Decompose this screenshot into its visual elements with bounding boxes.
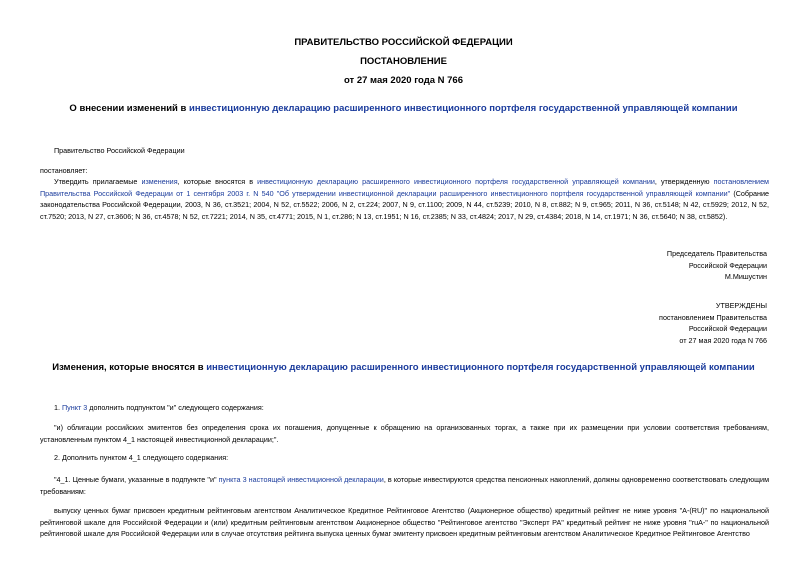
government-heading: ПРАВИТЕЛЬСТВО РОССИЙСКОЙ ФЕДЕРАЦИИ: [294, 37, 513, 48]
change-item-1: [54, 402, 783, 414]
p1-text-d: (Собрание законодательства Российской Федерации, 2003, N 36, ст.3521; 2004, N 52, ст.5522; 2006, N 2, ст.224; 2007, N 9, ст.1100; 2009, N 44, ст.5239; 2010, N 8, ст.882; N 9, ст.965; 2011, N 36, ст.5148; N 42, ст.5929; 2012, N 52, ст.7520; 2013, N 27, ст.3606; N 36, ст.4578; N 52, ст.7221; 2014, N 35, ст.4771; 2015, N 1, ст.286; N 13, ст.1951; N 16, ст.2385; N 33, ст.4824; 2017, N 29, ст.4384; 2018, N 14, ст.1971; N 36, ст.5640; N 38, ст.5852).: [40, 188, 769, 221]
title-prefix: О внесении изменений в: [69, 103, 190, 114]
item2-link[interactable]: пункта 3 настоящей инвестиционной декларации: [218, 475, 384, 484]
p1-text-c: , утвержденную: [654, 177, 714, 186]
item2-quote-a: "4_1. Ценные бумаги, указанные в подпункте "и": [54, 475, 219, 484]
title-link[interactable]: инвестиционную декларацию расширенного инвестиционного портфеля государственной управляющей компании: [189, 103, 738, 114]
item2-quote-b: , в которые инвестируются средства пенсионных накоплений, должны одновременно соответствовать следующим требованиям:: [40, 475, 770, 496]
document-title: [0, 103, 807, 114]
approved-line-2: постановлением Правительства: [659, 312, 767, 322]
changes-title: [0, 362, 807, 373]
signature-block: [667, 248, 767, 283]
approved-line-4: от 27 мая 2020 года N 766: [679, 335, 767, 345]
change-item-2-quote: [40, 474, 769, 497]
document-date: от 27 мая 2020 года N 766: [343, 75, 464, 86]
declaration-link[interactable]: инвестиционную декларацию расширенного инвестиционного портфеля государственной управляющей компании: [257, 177, 655, 186]
signature-line-3: М.Мишустин: [724, 272, 767, 281]
change-item-2: 2. Дополнить пунктом 4_1 следующего содержания:: [54, 453, 229, 462]
signature-line-2: Российской Федерации: [688, 260, 767, 270]
approved-line-3: Российской Федерации: [688, 324, 767, 333]
changes-title-prefix: Изменения, которые вносятся в: [52, 362, 207, 373]
item1-number: 1.: [54, 403, 62, 412]
approved-block: [659, 300, 767, 346]
changes-title-link[interactable]: инвестиционную декларацию расширенного инвестиционного портфеля государственной управляющей компании: [206, 362, 755, 373]
change-item-2-requirements: выпуску ценных бумаг присвоен кредитным рейтинговым агентством Аналитическое Кредитное Рейтинговое Агентство (Акционерное общество) кредитный рейтинг не ниже уровня "A-(RU)" по национальной рейтинговой шкале для Российской Федерации и (или) кредитным рейтинговым агентством Акционерное общество "Рейтинговое агентство "Эксперт РА" кредитный рейтинг не ниже уровня "ruA-" по национальной рейтинговой шкале для Российской Федерации или в случае отсутствия рейтинга выпуска ценных бумаг эмитенту присвоен кредитным рейтинговым агентством Аналитическое Кредитное Рейтинговое Агентство: [40, 506, 769, 538]
approved-line-1: УТВЕРЖДЕНЫ: [715, 301, 767, 310]
decree-540-link[interactable]: постановлением Правительства Российской Федерации от 1 сентября 2003 г. N 540 "Об утверждении инвестиционной декларации расширенного инвестиционного портфеля государственной управляющей компании": [40, 177, 770, 198]
changes-link[interactable]: изменения: [141, 177, 178, 186]
government-rf-text: Правительство Российской Федерации: [54, 146, 185, 155]
p1-text-a: Утвердить прилагаемые: [54, 177, 142, 186]
decrees-text: постановляет:: [40, 166, 88, 175]
item1-text: дополнить подпунктом "и" следующего содержания:: [87, 403, 264, 412]
p1-text-b: , которые вносятся в: [177, 177, 258, 186]
resolution-paragraph: [40, 176, 769, 222]
signature-line-1: Председатель Правительства: [666, 249, 767, 258]
change-item-1-quote: "и) облигации российских эмитентов без определения срока их погашения, допущенные к обращению на организованных торгах, а также при их размещении при условии соответствия требованиям, установленным пунктом 4_1 настоящей инвестиционной декларации;".: [40, 423, 769, 444]
item1-link[interactable]: Пункт 3: [62, 403, 88, 412]
document-type: ПОСТАНОВЛЕНИЕ: [360, 56, 447, 67]
